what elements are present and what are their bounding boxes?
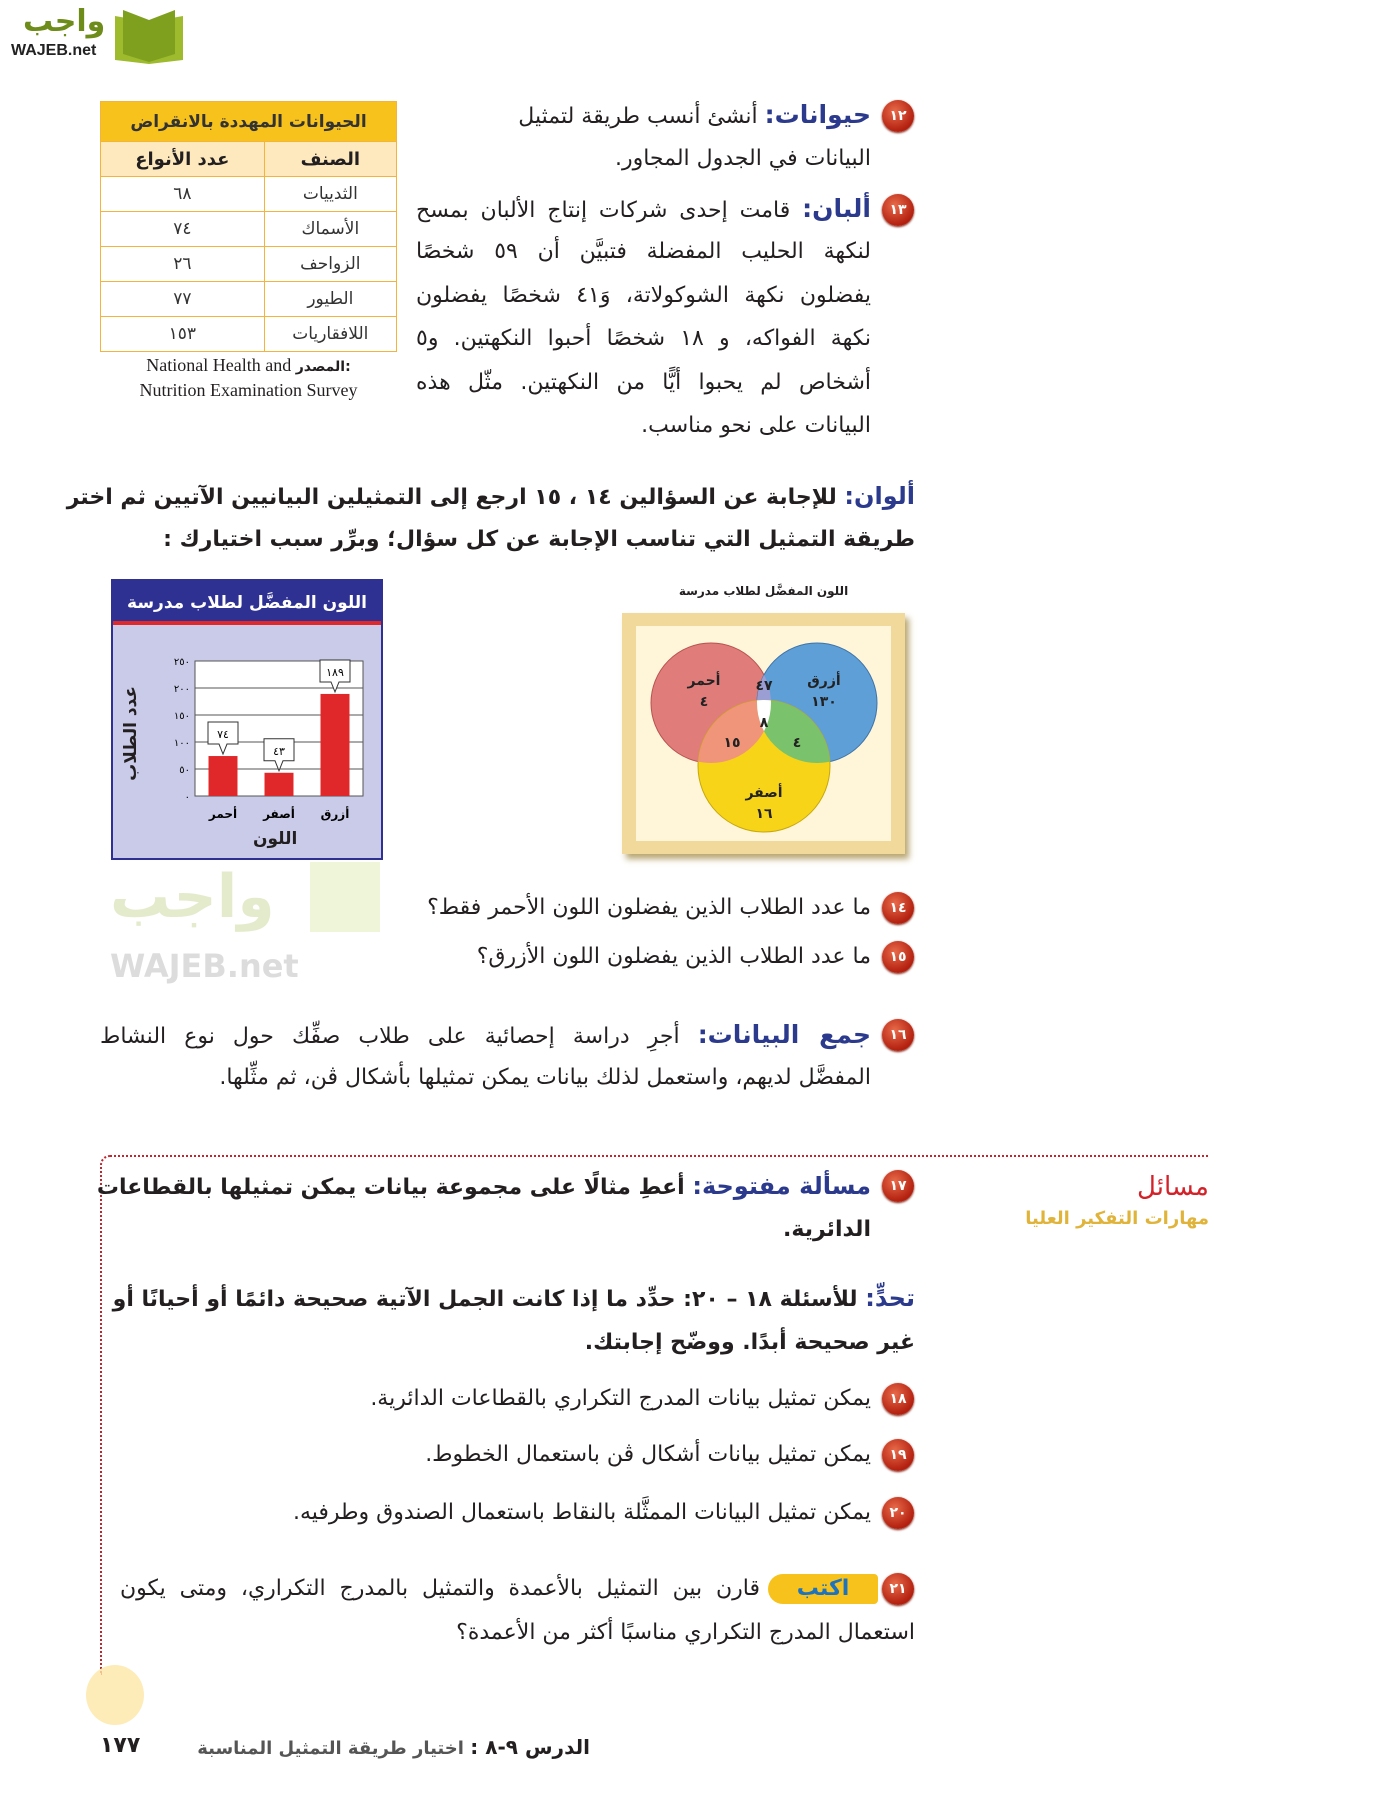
- text: قامت إحدى شركات إنتاج الألبان بمسح: [416, 198, 791, 223]
- venn-frame: [622, 613, 905, 854]
- venn-value: ١٣٠: [811, 694, 837, 710]
- y-tick-label: ٢٠٠: [173, 684, 190, 695]
- logo-arabic: واجب: [23, 4, 106, 39]
- text: أنشئ أنسب طريقة لتمثيل: [518, 104, 758, 129]
- venn-title: اللون المفضَّل لطلاب مدرسة: [678, 584, 849, 598]
- cell: الأسماك: [264, 212, 396, 247]
- question-20: يمكن تمثيل البيانات الممثَّلة بالنقاط باستعمال الصندوق وطرفيه.: [292, 1500, 871, 1525]
- question-number-badge: ١٩: [882, 1439, 914, 1471]
- question-number-badge: ١٣: [882, 194, 914, 226]
- side-title: مسائل: [1137, 1172, 1209, 1202]
- question-12: [518, 100, 871, 132]
- table-header: عدد الأنواع: [101, 142, 265, 177]
- logo-latin: WAJEB.net: [11, 42, 97, 59]
- question-19: يمكن تمثيل بيانات أشكال ڤن باستعمال الخطوط.: [425, 1442, 871, 1467]
- question-21: قارن بين التمثيل بالأعمدة والتمثيل بالمدرج التكراري، ومتى يكون: [120, 1576, 760, 1601]
- watermark-arabic: واجب: [110, 862, 275, 932]
- question-number-badge: ٢١: [882, 1573, 914, 1605]
- table-row: [101, 317, 397, 352]
- keyword: جمع البيانات:: [697, 1020, 871, 1049]
- y-tick-label: ٠: [184, 792, 190, 803]
- write-tag: اكتب: [768, 1574, 878, 1604]
- bar-chart: [111, 579, 383, 860]
- text: أجرِ دراسة إحصائية على طلاب صفِّك حول نوع النشاط: [100, 1024, 680, 1049]
- question-13-line: لنكهة الحليب المفضلة فتبيَّن أن ٥٩ شخصًا: [416, 239, 871, 264]
- table-row: [101, 212, 397, 247]
- lesson-number: الدرس ٩-٨ :: [470, 1735, 590, 1759]
- x-axis-label: اللون: [253, 829, 298, 849]
- question-17: [96, 1171, 871, 1203]
- bar-chart-title: اللون المفضَّل لطلاب مدرسة: [113, 581, 381, 625]
- x-tick-label: أحمر: [208, 807, 238, 821]
- venn-label: أزرق: [807, 673, 841, 689]
- wajeb-logo[interactable]: [9, 6, 189, 66]
- lightbulb-icon: [86, 1665, 144, 1725]
- venn-value: ٨: [759, 715, 769, 731]
- venn-value: ٤: [699, 694, 709, 710]
- lesson-title: اختيار طريقة التمثيل المناسبة: [197, 1738, 464, 1759]
- table-row: [101, 247, 397, 282]
- colors-intro-line: طريقة التمثيل التي تناسب الإجابة عن كل سؤال؛ وبرِّر سبب اختيارك :: [163, 527, 915, 552]
- question-16: [100, 1020, 871, 1052]
- question-13: [416, 194, 871, 226]
- y-tick-label: ٢٥٠: [173, 657, 190, 668]
- watermark: [110, 862, 410, 1002]
- watermark-latin: WAJEB.net: [110, 947, 299, 985]
- y-tick-label: ٥٠: [179, 765, 190, 776]
- venn-value: ٤: [792, 735, 802, 751]
- keyword: مسألة مفتوحة:: [692, 1172, 871, 1200]
- question-12-line: البيانات في الجدول المجاور.: [614, 146, 871, 171]
- cell: اللافقاريات: [264, 317, 396, 352]
- colors-intro: [66, 481, 915, 513]
- data-label: ٧٤: [217, 728, 229, 742]
- data-label: ١٨٩: [326, 665, 344, 679]
- text: للإجابة عن السؤالين ١٤ ، ١٥ ارجع إلى التمثيلين البيانيين الآتيين ثم اختر: [66, 485, 837, 510]
- y-tick-label: ١٥٠: [173, 711, 190, 722]
- endangered-animals-table: [100, 101, 397, 352]
- cell: ٧٤: [101, 212, 265, 247]
- cell: ٦٨: [101, 177, 265, 212]
- table-row: [101, 282, 397, 317]
- question-number-badge: ١٥: [882, 941, 914, 973]
- cell: الثدييات: [264, 177, 396, 212]
- question-15: ما عدد الطلاب الذين يفضلون اللون الأزرق؟: [476, 944, 871, 969]
- data-label: ٤٣: [273, 744, 285, 758]
- page-number: ١٧٧: [100, 1733, 141, 1758]
- question-number-badge: ٢٠: [882, 1497, 914, 1529]
- watermark-book-icon: [310, 862, 380, 932]
- question-16-line: المفضَّل لديهم، واستعمل لذلك بيانات يمكن تمثيلها بأشكال ڤن، ثم مثِّلها.: [219, 1065, 871, 1090]
- book-icon: [109, 8, 189, 66]
- venn-diagram: [622, 613, 905, 854]
- cell: ٢٦: [101, 247, 265, 282]
- question-number-badge: ١٦: [882, 1019, 914, 1051]
- bar: [321, 694, 350, 796]
- question-number-badge: ١٢: [882, 100, 914, 132]
- challenge-line: غير صحيحة أبدًا. ووضّح إجابتك.: [584, 1330, 915, 1355]
- question-13-line: نكهة الفواكه، و ١٨ شخصًا أحبوا النكهتين. و٥: [416, 326, 871, 351]
- keyword: ألبان:: [802, 194, 871, 223]
- question-14: ما عدد الطلاب الذين يفضلون اللون الأحمر فقط؟: [427, 895, 871, 920]
- question-number-badge: ١٨: [882, 1383, 914, 1415]
- cell: الطيور: [264, 282, 396, 317]
- table-title: الحيوانات المهددة بالانقراض: [101, 102, 397, 142]
- question-number-badge: ١٧: [882, 1170, 914, 1202]
- source-label: المصدر:: [295, 359, 351, 375]
- footer: [170, 1735, 590, 1759]
- x-tick-label: أصفر: [263, 807, 295, 821]
- challenge-intro: [112, 1283, 915, 1315]
- venn-label: أصفر: [745, 785, 783, 801]
- source-line: National Health and: [146, 355, 292, 375]
- question-13-line: البيانات على نحو مناسب.: [641, 413, 871, 438]
- text: أعطِ مثالًا على مجموعة بيانات يمكن تمثيلها بالقطاعات: [96, 1175, 685, 1200]
- question-13-line: أشخاص لم يحبوا أيًّا من النكهتين. مثّل هذه: [416, 370, 871, 395]
- x-tick-label: أزرق: [320, 807, 350, 821]
- venn-value: ١٥: [723, 735, 741, 751]
- venn-value: ٤٧: [755, 678, 773, 694]
- y-axis-label: عدد الطلاب: [121, 686, 141, 781]
- cell: ١٥٣: [101, 317, 265, 352]
- keyword: حيوانات:: [764, 100, 871, 129]
- keyword: ألوان:: [844, 482, 915, 510]
- cell: الزواحف: [264, 247, 396, 282]
- question-18: يمكن تمثيل بيانات المدرج التكراري بالقطاعات الدائرية.: [370, 1386, 871, 1411]
- source-line: Nutrition Examination Survey: [139, 380, 358, 400]
- text: للأسئلة ١٨ – ٢٠: حدِّد ما إذا كانت الجمل الآتية صحيحة دائمًا أو أحيانًا أو: [112, 1287, 858, 1312]
- question-21-line: استعمال المدرج التكراري مناسبًا أكثر من الأعمدة؟: [456, 1620, 915, 1645]
- table-row: [101, 177, 397, 212]
- bar-plot: [113, 581, 381, 858]
- side-subtitle: مهارات التفكير العليا: [1025, 1208, 1209, 1229]
- keyword: تحدٍّ:: [865, 1284, 915, 1312]
- y-tick-label: ١٠٠: [173, 738, 190, 749]
- bar: [209, 756, 238, 796]
- table-header: الصنف: [264, 142, 396, 177]
- question-number-badge: ١٤: [882, 892, 914, 924]
- bar: [265, 773, 294, 796]
- question-13-line: يفضلون نكهة الشوكولاتة، وَ٤١ شخصًا يفضلون: [416, 283, 871, 308]
- venn-label: أحمر: [687, 673, 721, 689]
- cell: ٧٧: [101, 282, 265, 317]
- venn-value: ١٦: [755, 806, 773, 822]
- table-source: [100, 354, 397, 402]
- question-17-line: الدائرية.: [783, 1217, 871, 1242]
